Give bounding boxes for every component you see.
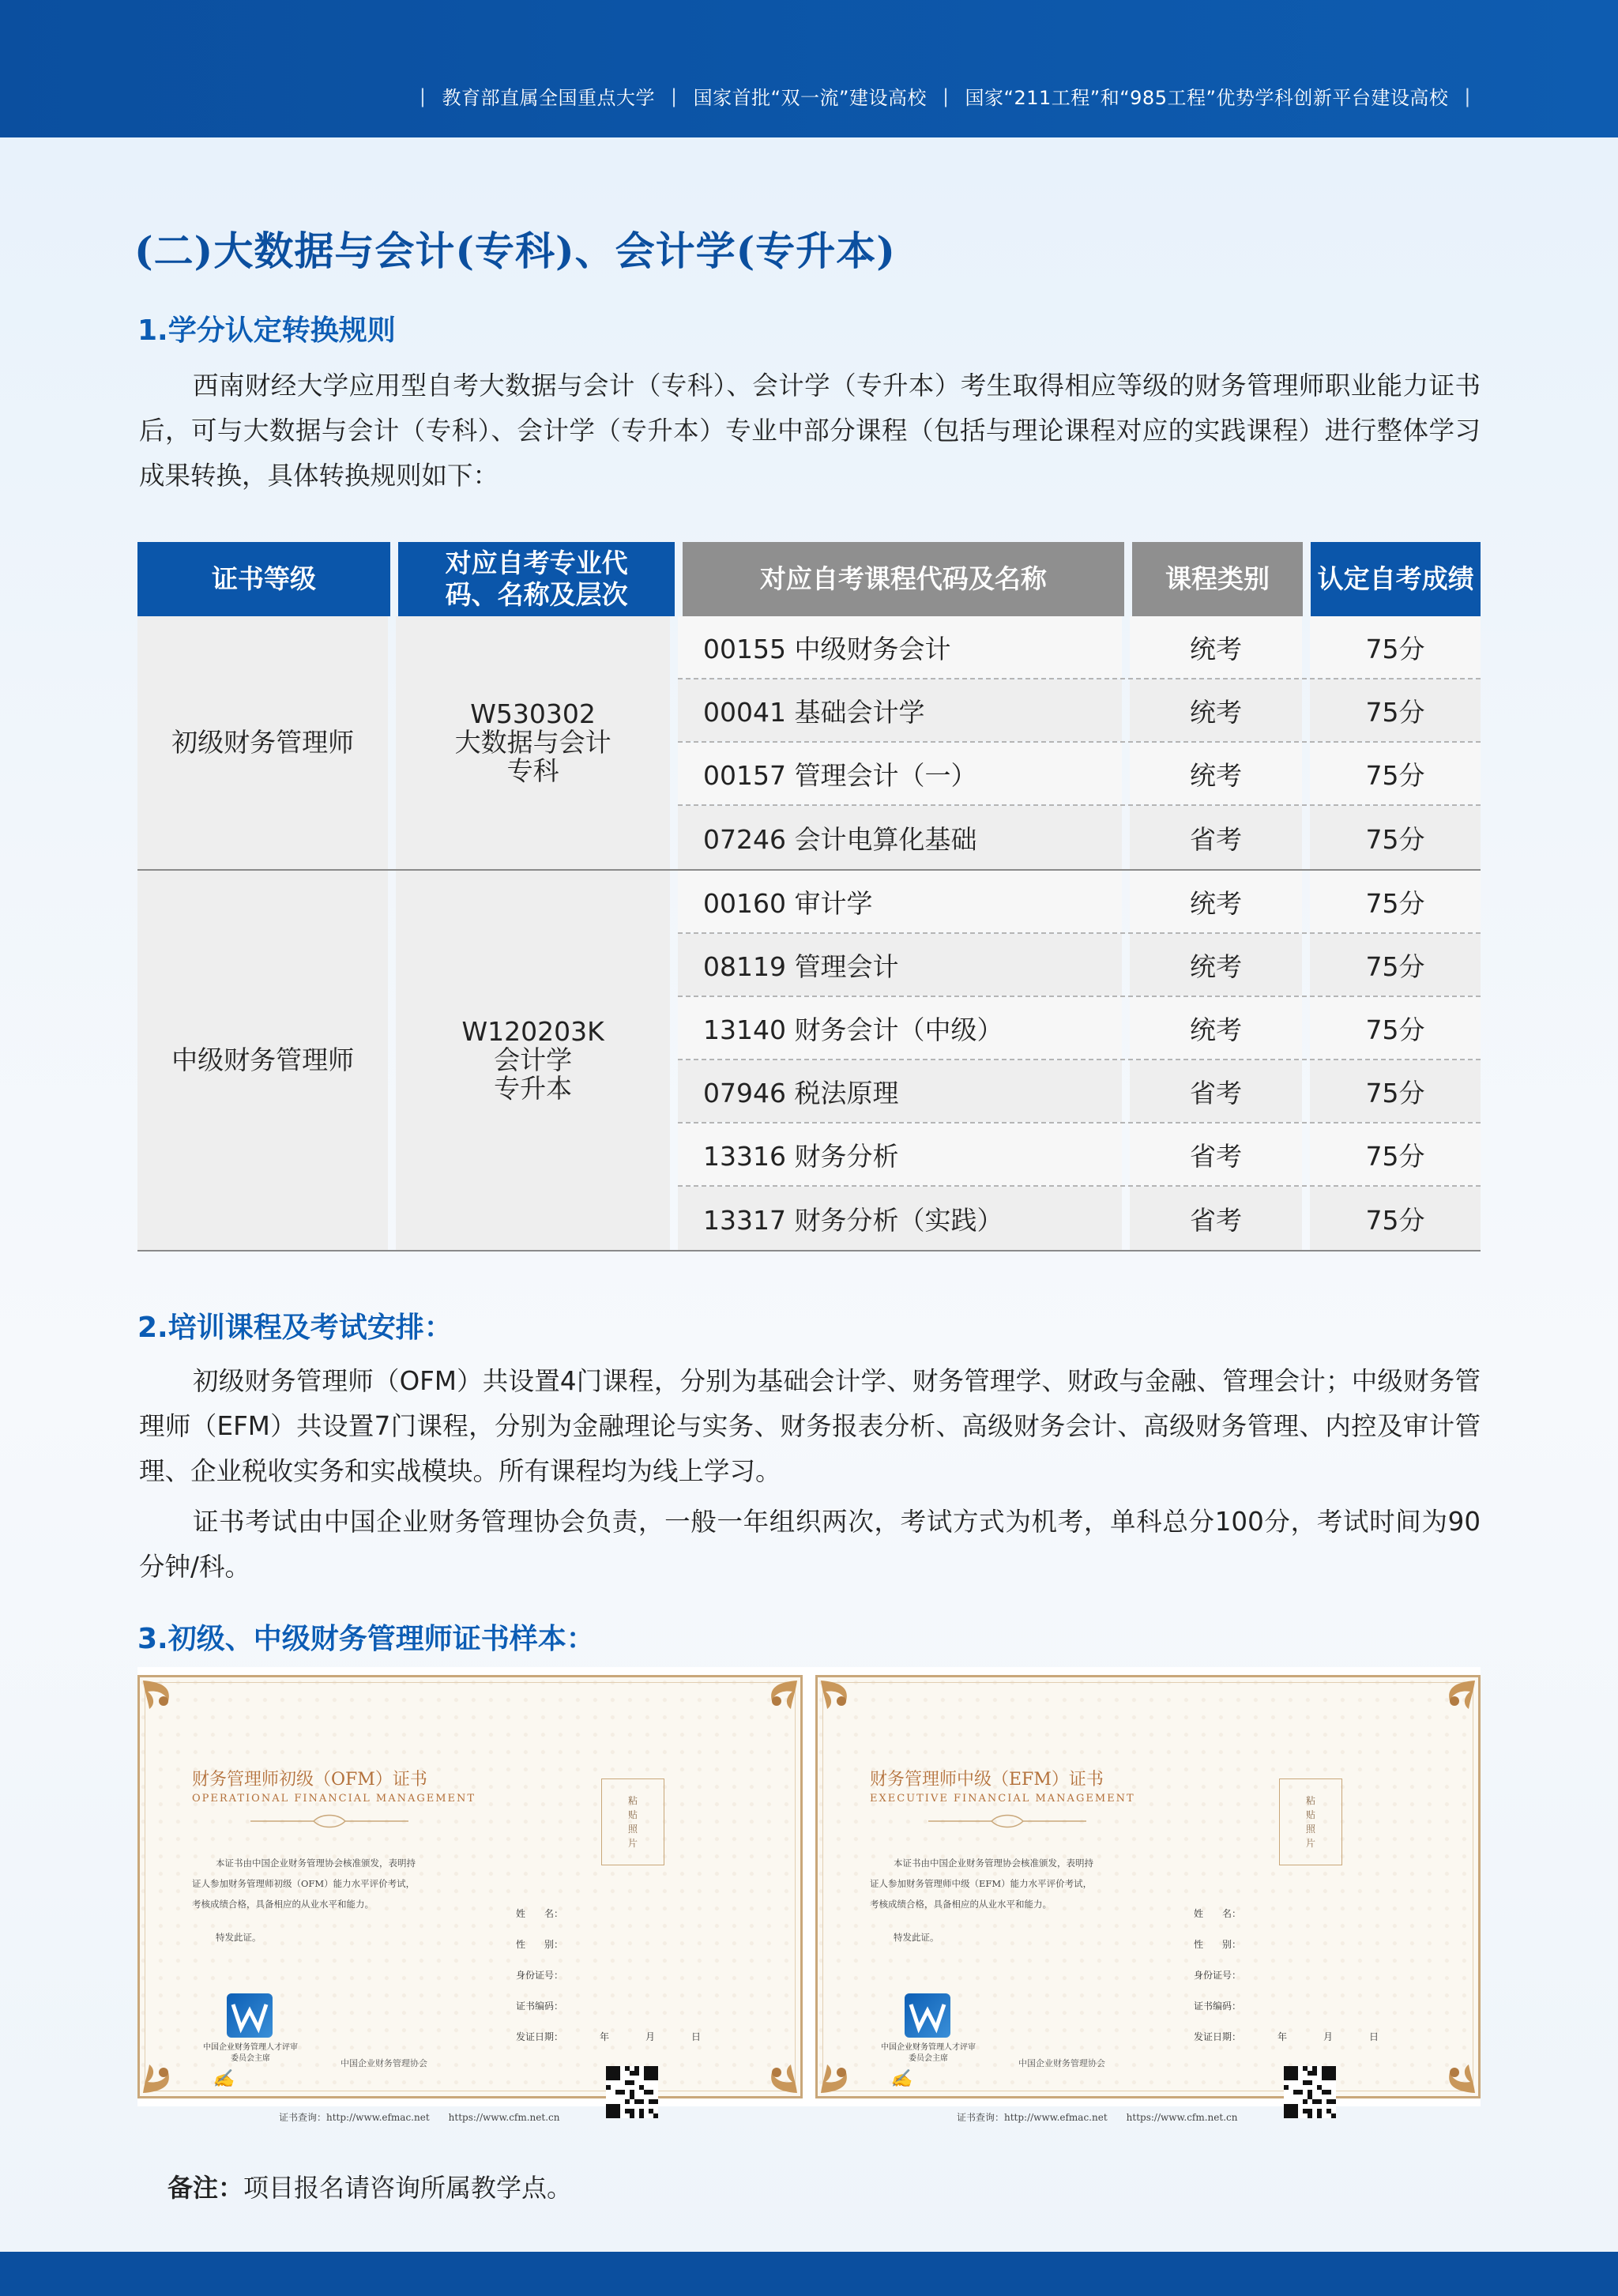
certificate-samples [137,1667,1481,2123]
header-tagline: | 教育部直属全国重点大学 | 国家首批“双一流”建设高校 | 国家“211工程”和“985工程”优势学科创新平台建设高校 | [404,82,1487,110]
qr-code-icon [1284,2066,1336,2118]
type-cell: 统考 [1130,743,1302,804]
table-row [678,806,1481,869]
table-header [137,542,1481,616]
level-cell: 中级财务管理师 [137,871,388,1250]
ornament-icon [140,2041,195,2096]
score-cell: 75分 [1310,806,1481,869]
heading-cert-samples: 3.初级、中级财务管理师证书样本： [137,1623,595,1655]
cert-title: 财务管理师初级（OFM）证书 [192,1770,427,1790]
table-row [678,1060,1481,1124]
flourish-icon [250,1812,408,1831]
cert-subtitle: EXECUTIVE FINANCIAL MANAGEMENT [870,1793,1135,1805]
note [167,2168,572,2204]
score-cell: 75分 [1310,934,1481,996]
cert-org: 中国企业财务管理人才评审委员会主席 [881,2043,976,2063]
table-row [678,1187,1481,1250]
cert-subtitle: OPERATIONAL FINANCIAL MANAGEMENT [192,1793,476,1805]
course-cell: 07946 税法原理 [678,1060,1122,1122]
section-title: (二)大数据与会计(专科)、会计学(专升本) [134,228,896,274]
type-cell: 省考 [1130,1187,1302,1250]
major-cell [396,616,670,869]
score-cell: 75分 [1310,1124,1481,1185]
major-cell [396,871,670,1250]
cert-body: 本证书由中国企业财务管理协会核准颁发，表明持 证人参加财务管理师初级（OFM）能力水平评价考试， 考核成绩合格，具备相应的从业水平和能力。 特发此证。 [192,1858,416,1943]
table-group-junior [137,616,1481,871]
course-cell: 13140 财务会计（中级） [678,997,1122,1059]
tagline-item: 国家首批“双一流”建设高校 [693,87,927,109]
logo-icon [905,1993,950,2038]
footer-bar [0,2252,1618,2296]
major-code: W120203K [461,1016,604,1047]
score-cell: 75分 [1310,871,1481,932]
course-cell: 13316 财务分析 [678,1124,1122,1185]
table-group-intermediate [137,871,1481,1252]
exam-paragraph: 证书考试由中国企业财务管理协会负责，一般一年组织两次，考试方式为机考，单科总分100分，考试时间为90分钟/科。 [139,1507,1481,1582]
score-cell: 75分 [1310,679,1481,741]
ornament-icon [1423,2041,1478,2096]
intro-paragraph: 西南财经大学应用型自考大数据与会计（专科）、会计学（专升本）考生取得相应等级的财务管理师职业能力证书后，可与大数据与会计（专科）、会计学（专升本）专业中部分课程（包括与理论课程对应的实践课程）进行整体学习成果转换，具体转换规则如下： [139,371,1481,491]
photo-placeholder: 粘 贴 照 片 [1279,1778,1342,1865]
header-bar [0,0,1618,137]
type-cell: 统考 [1130,616,1302,678]
ornament-icon [745,1677,800,1733]
note-text: 项目报名请咨询所属教学点。 [243,2173,573,2203]
score-cell: 75分 [1310,616,1481,678]
credit-conversion-table [137,542,1481,1252]
certificate-ofm [137,1675,803,2123]
major-name: 会计学 [494,1044,573,1075]
header-course: 对应自考课程代码及名称 [683,542,1124,616]
certificate-efm [815,1675,1481,2123]
table-row [678,743,1481,806]
tagline-item: 教育部直属全国重点大学 [442,87,655,109]
table-row [678,871,1481,934]
score-cell: 75分 [1310,997,1481,1059]
course-cell: 00157 管理会计（一） [678,743,1122,804]
cert-association: 中国企业财务管理协会 [341,2058,427,2068]
tagline-item: 国家“211工程”和“985工程”优势学科创新平台建设高校 [965,87,1449,109]
type-cell: 统考 [1130,934,1302,996]
signature-icon: ✍ [213,2069,235,2089]
course-cell: 13317 财务分析（实践） [678,1187,1122,1250]
course-cell: 00155 中级财务会计 [678,616,1122,678]
score-cell: 75分 [1310,1060,1481,1122]
score-cell: 75分 [1310,743,1481,804]
header-level: 证书等级 [137,542,390,616]
group-rows [678,616,1481,869]
type-cell: 省考 [1130,1060,1302,1122]
course-cell: 00160 审计学 [678,871,1122,932]
course-cell: 07246 会计电算化基础 [678,806,1122,869]
major-name: 大数据与会计 [454,727,611,758]
type-cell: 省考 [1130,806,1302,869]
heading-training: 2.培训课程及考试安排： [137,1312,453,1344]
note-label: 备注： [167,2173,244,2203]
cert-query: 证书查询：http://www.efmac.net https://www.cfm.net.cn [279,2112,560,2123]
ornament-icon [745,2041,800,2096]
cert-query: 证书查询：http://www.efmac.net https://www.cfm.net.cn [957,2112,1238,2123]
ornament-icon [1423,1677,1478,1733]
course-cell: 00041 基础会计学 [678,679,1122,741]
major-tier: 专科 [506,755,559,786]
heading-credit-rules: 1.学分认定转换规则 [137,314,396,347]
major-tier: 专升本 [494,1073,573,1104]
cert-association: 中国企业财务管理协会 [1018,2058,1105,2068]
cert-fields: 姓 名： 性 别： 身份证号： 证书编码： 发证日期： 年 月 日 [1194,1908,1379,2042]
level-cell: 初级财务管理师 [137,616,388,869]
type-cell: 统考 [1130,871,1302,932]
ornament-icon [140,1677,195,1733]
header-major: 对应自考专业代码、名称及层次 [398,542,675,616]
group-rows [678,871,1481,1250]
cert-org: 中国企业财务管理人才评审委员会主席 [203,2043,298,2063]
major-code: W530302 [470,698,596,729]
signature-icon: ✍ [890,2069,912,2089]
course-cell: 08119 管理会计 [678,934,1122,996]
type-cell: 统考 [1130,679,1302,741]
type-cell: 统考 [1130,997,1302,1059]
header-type: 课程类别 [1132,542,1304,616]
logo-icon [227,1993,273,2038]
type-cell: 省考 [1130,1124,1302,1185]
cert-body: 本证书由中国企业财务管理协会核准颁发，表明持 证人参加财务管理师中级（EFM）能力水平评价考试， 考核成绩合格，具备相应的从业水平和能力。 特发此证。 [870,1858,1093,1943]
ornament-icon [818,2041,873,2096]
table-row [678,997,1481,1060]
cert-fields: 姓 名： 性 别： 身份证号： 证书编码： 发证日期： 年 月 日 [516,1908,702,2042]
table-row [678,1124,1481,1187]
cert-title: 财务管理师中级（EFM）证书 [870,1770,1104,1790]
training-paragraph: 初级财务管理师（OFM）共设置4门课程，分别为基础会计学、财务管理学、财政与金融、管理会计；中级财务管理师（EFM）共设置7门课程，分别为金融理论与实务、财务报表分析、高级财务会计、高级财务管理、内控及审计管理、企业税收实务和实战模块。所有课程均为线上学习。 [139,1366,1481,1486]
table-row [678,616,1481,679]
ornament-icon [818,1677,873,1733]
qr-code-icon [606,2066,658,2118]
flourish-icon [928,1812,1086,1831]
header-score: 认定自考成绩 [1311,542,1481,616]
score-cell: 75分 [1310,1187,1481,1250]
table-row [678,934,1481,997]
table-row [678,679,1481,743]
photo-placeholder: 粘 贴 照 片 [601,1778,664,1865]
